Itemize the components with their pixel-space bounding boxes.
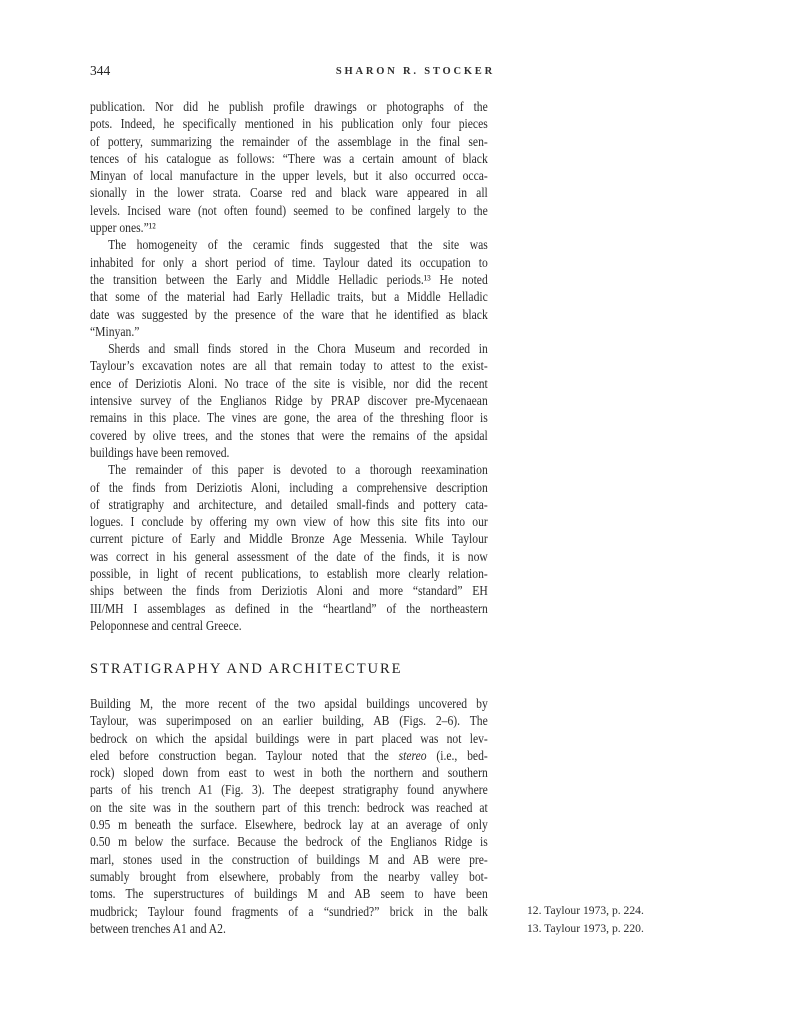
text-line: of stratigraphy and architecture, and detailed small-finds and pottery cata- (90, 496, 488, 512)
text-line: of the finds from Deriziotis Aloni, including a comprehensive description (90, 479, 488, 495)
text-line: publication. Nor did he publish profile drawings or photographs of the (90, 99, 488, 114)
text-line: marl, stones used in the construction of buildings M and AB were pre- (90, 851, 488, 867)
paragraph (90, 98, 488, 236)
text-line: toms. The superstructures of buildings M and AB seem to have been (90, 886, 488, 902)
text-line: covered by olive trees, and the stones that were the remains of the apsidal (90, 427, 488, 443)
text-line: ence of Deriziotis Aloni. No trace of the site is visible, nor did the recent (90, 375, 488, 391)
text-line: upper ones.”¹² (90, 220, 156, 236)
text-line: III/MH I assemblages as defined in the “heartland” of the northeastern (90, 600, 488, 616)
text-line: Sherds and small finds stored in the Chora Museum and recorded in (108, 341, 488, 357)
text-line: the transition between the Early and Middle Helladic periods.¹³ He noted (90, 271, 488, 287)
text-line: mudbrick; Taylour found fragments of a “sundried?” brick in the balk (90, 903, 488, 919)
section-text-column (90, 695, 488, 937)
text-line: rock) sloped down from east to west in both the northern and southern (90, 765, 488, 781)
text-line: levels. Incised ware (not often found) seemed to be confined largely to the (90, 202, 488, 218)
text-line: possible, in light of recent publications, to establish more clearly relation- (90, 566, 488, 582)
footnote: 12. Taylour 1973, p. 224. (527, 904, 644, 917)
section-heading: STRATIGRAPHY AND ARCHITECTURE (90, 661, 403, 677)
main-text-column (90, 98, 488, 634)
text-line: Building M, the more recent of the two apsidal buildings uncovered by (90, 696, 488, 711)
text-line: that some of the material had Early Helladic traits, but a Middle Helladic (90, 289, 488, 305)
text-line: remains in this place. The vines are gone, the area of the threshing floor is (90, 410, 488, 426)
text-line: between trenches A1 and A2. (90, 920, 226, 936)
page-number: 344 (90, 63, 111, 78)
text-line: current picture of Early and Middle Bronze Age Messenia. While Taylour (90, 531, 488, 547)
paragraph (90, 461, 488, 634)
text-line: The homogeneity of the ceramic finds suggested that the site was (108, 237, 488, 253)
text-line: ships between the finds from Deriziotis Aloni and more “standard” EH (90, 583, 488, 599)
text-line: logues. I conclude by offering my own view of how this site fits into our (90, 514, 488, 530)
text-line: tences of his catalogue as follows: “There was a certain amount of black (90, 150, 488, 166)
text-line: inhabited for only a short period of time. Taylour dated its occupation to (90, 254, 488, 270)
text-line: The remainder of this paper is devoted to a thorough reexamination (108, 462, 488, 478)
text-line: date was suggested by the presence of the ware that he identified as black (90, 306, 488, 322)
text-line: intensive survey of the Englianos Ridge by PRAP discover pre-Mycenaean (90, 393, 488, 409)
text-line: Peloponnese and central Greece. (90, 617, 242, 633)
paragraph (90, 236, 488, 340)
text-line: parts of his trench A1 (Fig. 3). The deepest stratigraphy found anywhere (90, 782, 488, 798)
text-line: 0.50 m below the surface. Because the bedrock of the Englianos Ridge is (90, 834, 488, 850)
text-line: Taylour’s excavation notes are all that remain today to attest to the exist- (90, 358, 488, 374)
paragraph (90, 695, 488, 937)
text-line: buildings have been removed. (90, 444, 230, 460)
paragraph (90, 340, 488, 461)
text-line: of pottery, summarizing the remainder of the assemblage in the final sen- (90, 133, 488, 149)
footnotes-block (527, 902, 727, 937)
text-line: Taylour, was superimposed on an earlier building, AB (Figs. 2–6). The (90, 713, 488, 729)
text-line: 0.95 m beneath the surface. Elsewhere, bedrock lay at an average of only (90, 817, 488, 833)
running-head: SHARON R. STOCKER (335, 66, 495, 77)
text-line: bedrock on which the apsidal buildings were in part placed was not lev- (90, 730, 488, 746)
text-line: pots. Indeed, he specifically mentioned in his publication only four pieces (90, 116, 488, 132)
text-line: “Minyan.” (90, 323, 140, 339)
text-line: on the site was in the southern part of this trench: bedrock was reached at (90, 799, 488, 815)
text-line: was correct in his general assessment of the date of the finds, it is now (90, 548, 488, 564)
text-line: sionally in the lower strata. Coarse red and black ware appeared in all (90, 185, 488, 201)
text-line: eled before construction began. Taylour noted that the stereo (i.e., bed- (90, 747, 488, 763)
text-line: sumably brought from elsewhere, probably from the nearby valley bot- (90, 868, 488, 884)
text-line: Minyan of local manufacture in the upper levels, but it also occurred occa- (90, 168, 488, 184)
footnote: 13. Taylour 1973, p. 220. (527, 921, 644, 935)
